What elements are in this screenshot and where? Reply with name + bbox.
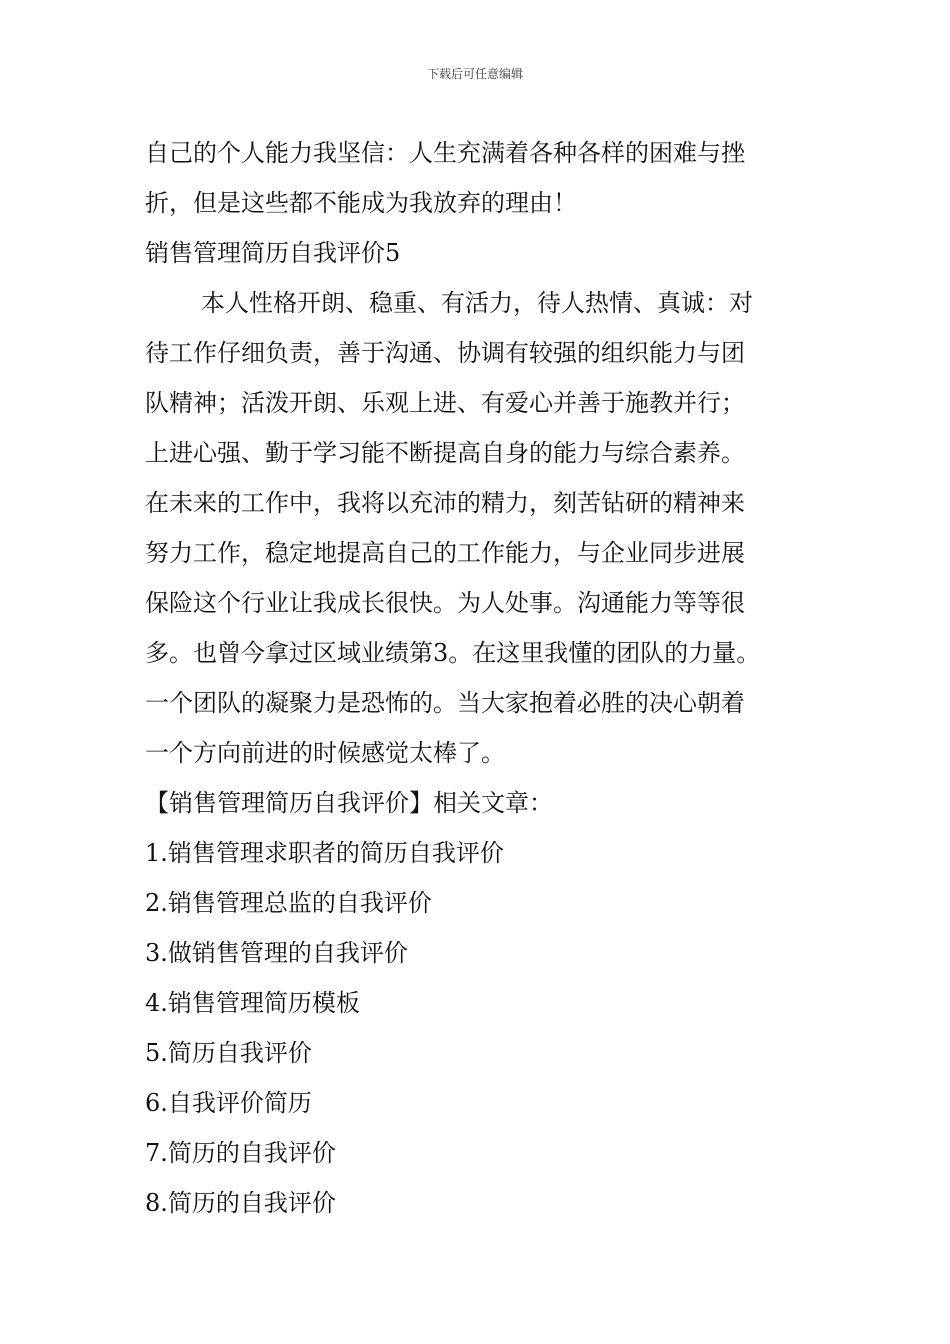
intro-line: 自己的个人能力我坚信：人生充满着各种各样的困难与挫 [145, 139, 745, 167]
paragraph-line: 队精神；活泼开朗、乐观上进、有爱心并善于施教并行； [145, 389, 745, 417]
page-header: 下载后可任意编辑 [426, 67, 523, 81]
related-article-link[interactable]: 1.销售管理求职者的简历自我评价 [145, 839, 504, 867]
document-body [145, 128, 810, 1228]
paragraph-line: 本人性格开朗、稳重、有活力，待人热情、真诚：对 [201, 289, 753, 317]
paragraph-line: 保险这个行业让我成长很快。为人处事。沟通能力等等很 [145, 589, 745, 617]
paragraph-line: 在未来的工作中，我将以充沛的精力，刻苦钻研的精神来 [145, 489, 745, 517]
related-article-link[interactable]: 7.简历的自我评价 [145, 1139, 336, 1167]
paragraph-line: 一个方向前进的时候感觉太棒了。 [145, 739, 505, 767]
intro-line: 折，但是这些都不能成为我放弃的理由！ [145, 189, 577, 217]
paragraph-line: 多。也曾今拿过区域业绩第3。在这里我懂的团队的力量。 [145, 639, 761, 667]
paragraph-line: 努力工作，稳定地提高自己的工作能力，与企业同步进展 [145, 539, 745, 567]
paragraph-line: 待工作仔细负责，善于沟通、协调有较强的组织能力与团 [145, 339, 745, 367]
related-article-link[interactable]: 5.简历自我评价 [145, 1039, 312, 1067]
paragraph-line: 上进心强、勤于学习能不断提高自身的能力与综合素养。 [145, 439, 745, 467]
related-article-link[interactable]: 6.自我评价简历 [145, 1089, 312, 1117]
related-article-link[interactable]: 2.销售管理总监的自我评价 [145, 889, 432, 917]
related-article-link[interactable]: 8.简历的自我评价 [145, 1189, 336, 1217]
related-article-link[interactable]: 4.销售管理简历模板 [145, 989, 360, 1017]
paragraph-line: 一个团队的凝聚力是恐怖的。当大家抱着必胜的决心朝着 [145, 689, 745, 717]
related-article-link[interactable]: 3.做销售管理的自我评价 [145, 939, 408, 967]
section-title: 销售管理简历自我评价5 [145, 239, 401, 267]
related-articles-heading: 【销售管理简历自我评价】相关文章： [145, 789, 553, 817]
